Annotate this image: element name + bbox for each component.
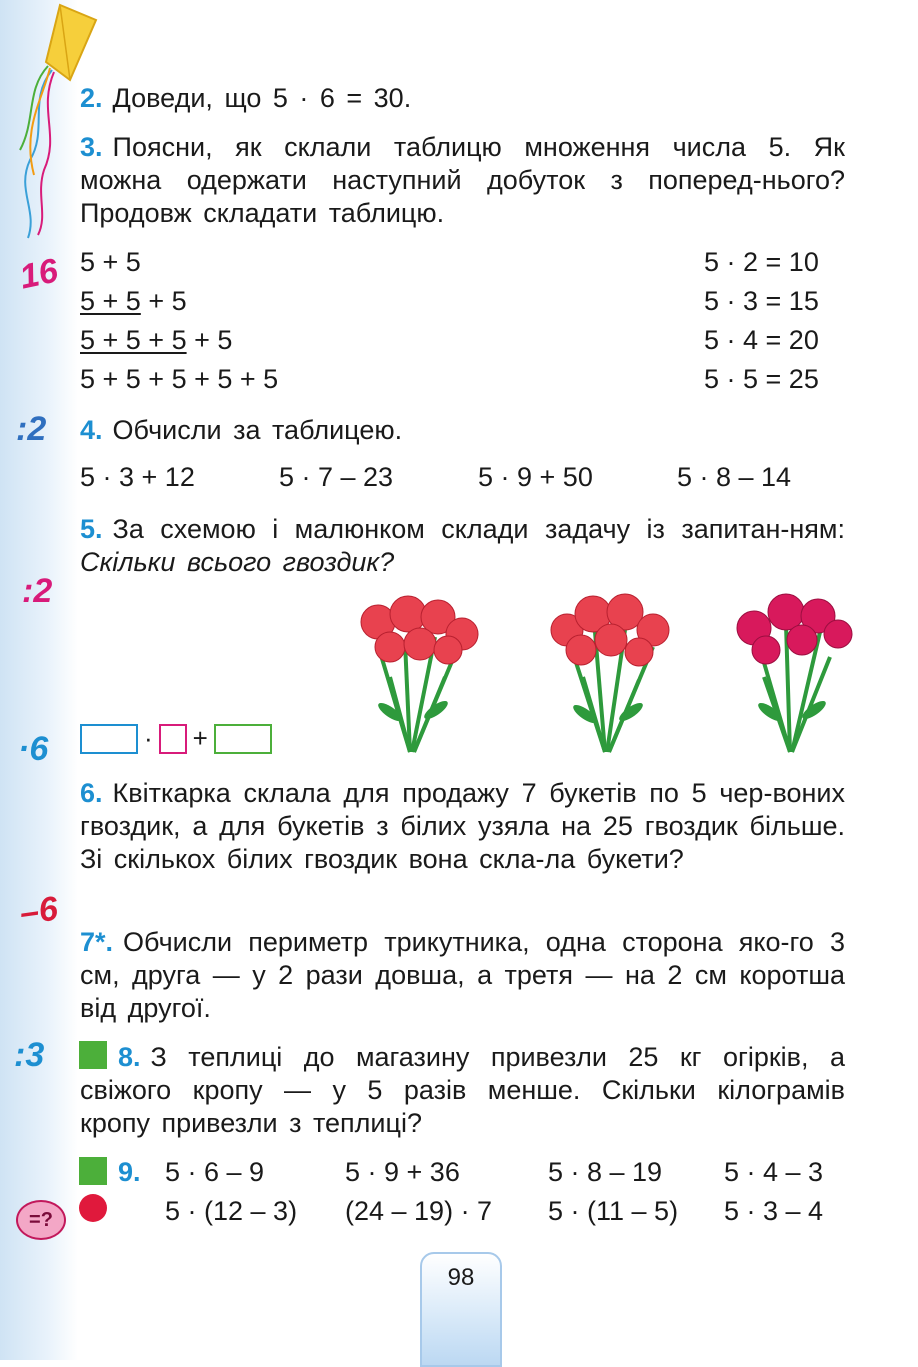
task-9-expression: 5 · (11 – 5) [548, 1196, 679, 1226]
task-9-expression: 5 · (12 – 3) [165, 1196, 298, 1226]
task-text: Обчисли периметр трикутника, одна сторона яко-го 3 см, друга — у 2 рази довша, а третя — на 2 см коротша від другої. [80, 927, 845, 1023]
page-number: 98 [420, 1252, 502, 1367]
task-number: 7*. [80, 927, 114, 957]
task-9-expression: 5 · 6 – 9 [165, 1157, 265, 1187]
task-question: Скільки всього гвоздик? [80, 547, 395, 577]
task-9-expression: 5 · 9 + 36 [345, 1157, 460, 1187]
task-number: 6. [80, 778, 103, 808]
task-text: З теплиці до магазину привезли 25 кг огірків, а свіжого кропу — у 5 разів менше. Скільки кілограмів кропу привезли з теплиці? [80, 1042, 845, 1138]
schema-op-multiply: · [144, 723, 153, 753]
task-2 [80, 82, 845, 115]
margin-symbol-div3: :3 [14, 1036, 45, 1074]
margin-symbol-div2-pink: :2 [22, 572, 53, 610]
table-right-row: 5 · 3 = 15 [704, 286, 819, 316]
task-4 [80, 414, 845, 447]
task-5 [80, 513, 845, 579]
red-carnation-bouquet-image [350, 592, 480, 757]
schema-box-blue [80, 724, 138, 754]
task-text: Поясни, як склали таблицю множення числа 5. Як можна одержати наступний добуток з поперед-нього? Продовж складати таблицю. [80, 132, 845, 228]
task-number: 4. [80, 415, 103, 445]
table-left-row: 5 + 5 + 5 [80, 286, 187, 316]
task-8 [80, 1041, 845, 1140]
task-4-expression: 5 · 8 – 14 [677, 462, 792, 492]
schema-box-green [214, 724, 272, 754]
task-5-schema [80, 723, 272, 754]
table-left-row: 5 + 5 [80, 247, 141, 277]
task-text: Обчисли за таблицею. [112, 415, 403, 445]
table-left-row: 5 + 5 + 5 + 5 [80, 325, 233, 355]
margin-symbol-minus6: –6 [17, 889, 61, 933]
green-square-marker [79, 1157, 107, 1185]
task-4-expression: 5 · 7 – 23 [279, 462, 394, 492]
table-right-row: 5 · 2 = 10 [704, 247, 819, 277]
margin-symbol-div2: :2 [16, 410, 47, 448]
task-text: Квіткарка склала для продажу 7 букетів по 5 чер-воних гвоздик, а для букетів з білих узяла на 25 гвоздик більше. Зі скількох білих гвоздик вона скла-ла букети? [80, 778, 845, 874]
table-right-row: 5 · 5 = 25 [704, 364, 819, 394]
task-number: 8. [118, 1042, 141, 1072]
task-9-expression: 5 · 4 – 3 [724, 1157, 824, 1187]
pink-carnation-bouquet-image [730, 592, 860, 757]
red-carnation-bouquet-image [543, 592, 673, 757]
schema-box-pink [159, 724, 187, 754]
task-4-expression: 5 · 9 + 50 [478, 462, 593, 492]
task-4-expression: 5 · 3 + 12 [80, 462, 195, 492]
table-right-row: 5 · 4 = 20 [704, 325, 819, 355]
task-text: Доведи, що 5 · 6 = 30. [112, 83, 412, 113]
margin-symbol-16: 16 [16, 251, 62, 297]
task-9-expression: 5 · 8 – 19 [548, 1157, 663, 1187]
task-3 [80, 131, 845, 230]
equals-question-badge: =? [16, 1200, 66, 1240]
red-circle-marker [79, 1194, 107, 1222]
task-number: 3. [80, 132, 103, 162]
task-6 [80, 777, 845, 876]
task-9-expression: (24 – 19) · 7 [345, 1196, 493, 1226]
task-7 [80, 926, 845, 1025]
schema-op-plus: + [192, 723, 208, 753]
task-text: За схемою і малюнком склади задачу із запитан-ням: [112, 514, 845, 544]
margin-symbol-mul6: ·6 [18, 730, 49, 768]
task-9-expression: 5 · 3 – 4 [724, 1196, 824, 1226]
task-number: 5. [80, 514, 103, 544]
table-left-row: 5 + 5 + 5 + 5 + 5 [80, 364, 279, 394]
task-number: 2. [80, 83, 103, 113]
task-number: 9. [118, 1157, 141, 1187]
